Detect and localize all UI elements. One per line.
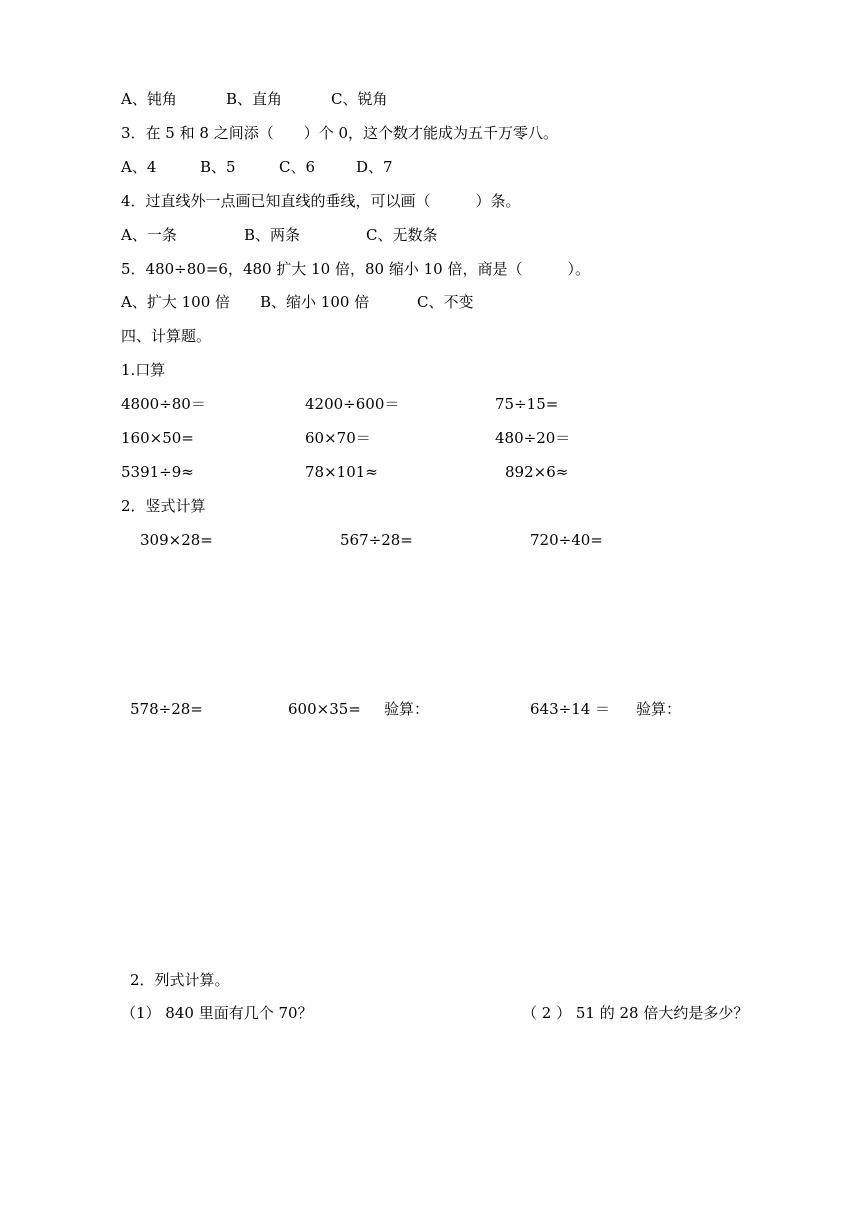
option-d: D、7 [356, 158, 393, 176]
question-3: 3．在 5 和 8 之间添（ ）个 0，这个数才能成为五千万零八。 [121, 124, 559, 142]
vertical-problem: 578÷28= [130, 700, 203, 718]
option-b: B、5 [200, 158, 236, 176]
option-b: B、直角 [226, 90, 283, 108]
vertical-problem: 643÷14 ＝ [530, 700, 611, 718]
section-title: 四、计算题。 [121, 327, 212, 345]
word-problem-1: （1） 840 里面有几个 70？ [121, 1004, 313, 1022]
oral-problem: 892×6≈ [505, 463, 569, 481]
option-a: A、钝角 [121, 90, 177, 108]
oral-problem: 480÷20＝ [495, 429, 571, 447]
option-c: C、锐角 [331, 90, 388, 108]
option-c: C、6 [279, 158, 316, 176]
oral-problem: 78×101≈ [305, 463, 378, 481]
oral-problem: 160×50= [121, 429, 194, 447]
oral-calc-title: 1.口算 [121, 361, 166, 379]
oral-problem: 75÷15= [495, 395, 559, 413]
oral-problem: 4200÷600＝ [305, 395, 400, 413]
option-c: C、无数条 [366, 226, 438, 244]
vertical-problem: 720÷40= [530, 531, 603, 549]
oral-problem: 4800÷80＝ [121, 395, 206, 413]
vertical-problem: 567÷28= [340, 531, 413, 549]
option-a: A、扩大 100 倍 [121, 293, 230, 311]
option-b: B、两条 [244, 226, 301, 244]
question-5: 5．480÷80=6，480 扩大 10 倍，80 缩小 10 倍，商是（ ）。 [121, 260, 590, 278]
vertical-problem: 309×28= [140, 531, 213, 549]
option-c: C、不变 [417, 293, 474, 311]
check-label: 验算： [384, 700, 430, 718]
question-4: 4．过直线外一点画已知直线的垂线，可以画（ ）条。 [121, 192, 521, 210]
oral-problem: 60×70＝ [305, 429, 371, 447]
option-b: B、缩小 100 倍 [260, 293, 370, 311]
option-a: A、一条 [121, 226, 177, 244]
option-a: A、4 [121, 158, 157, 176]
check-label: 验算： [636, 700, 682, 718]
word-problem-2: （ 2 ） 51 的 28 倍大约是多少？ [522, 1004, 749, 1022]
vertical-problem: 600×35= [288, 700, 361, 718]
vertical-calc-title: 2．竖式计算 [121, 497, 206, 515]
column-calc-title: 2．列式计算。 [130, 971, 230, 989]
oral-problem: 5391÷9≈ [121, 463, 194, 481]
